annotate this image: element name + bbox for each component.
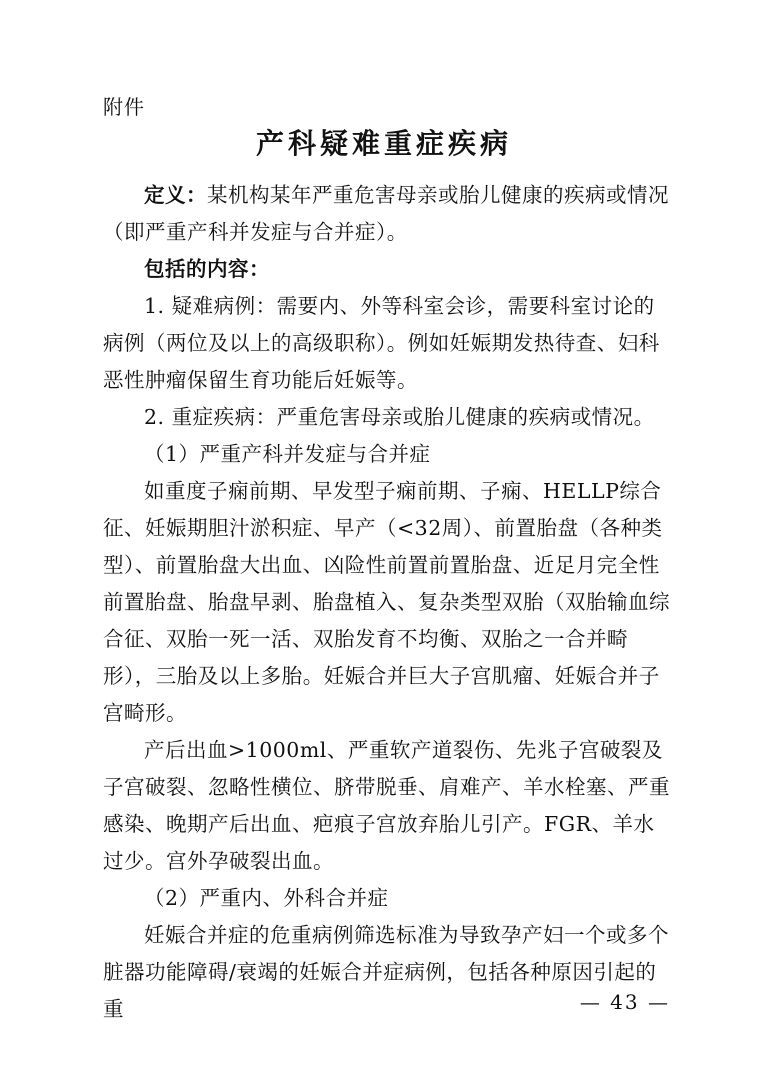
subsection-1-paragraph-2: 产后出血>1000ml、严重软产道裂伤、先兆子宫破裂及子宫破裂、忽略性横位、脐带脱垂、肩难产、羊水栓塞、严重感染、晚期产后出血、疤痕子宫放弃胎儿引产。FGR、羊水过少。宫外孕破裂出血。 [103,738,670,873]
subsection-2-paragraph-1: 妊娠合并症的危重病例筛选标准为导致孕产妇一个或多个脏器功能障碍/衰竭的妊娠合并症病例，包括各种原因引起的重 [103,923,669,1021]
item-2-paragraph: 2. 重症疾病：严重危害母亲或胎儿健康的疾病或情况。 [144,405,655,429]
includes-heading: 包括的内容： [144,257,270,281]
page-number: — 43 — [579,990,670,1014]
definition-text: 某机构某年严重危害母亲或胎儿健康的疾病或情况（即严重产科并发症与合并症）。 [103,183,669,244]
attachment-label: 附件 [103,95,145,119]
document-body [103,177,673,1028]
document-title: 产科疑难重症疾病 [255,127,512,160]
item-1-paragraph: 1. 疑难病例：需要内、外等科室会诊，需要科室讨论的病例（两位及以上的高级职称）。例如妊娠期发热待查、妇科恶性肿瘤保留生育功能后妊娠等。 [103,294,660,392]
subsection-1-heading: （1）严重产科并发症与合并症 [144,442,431,466]
definition-paragraph [103,177,673,251]
subsection-1-paragraph-1: 如重度子痫前期、早发型子痫前期、子痫、HELLP综合征、妊娠期胆汁淤积症、早产（<32周）、前置胎盘（各种类型）、前置胎盘大出血、凶险性前置前置胎盘、近足月完全性前置胎盘、胎盘早剥、胎盘植入、复杂类型双胎（双胎输血综合征、双胎一死一活、双胎发育不均衡、双胎之一合并畸形），三胎及以上多胎。妊娠合并巨大子宫肌瘤、妊娠合并子宫畸形。 [103,479,670,725]
definition-label: 定义： [144,183,207,207]
subsection-2-heading: （2）严重内、外科合并症 [144,886,389,910]
